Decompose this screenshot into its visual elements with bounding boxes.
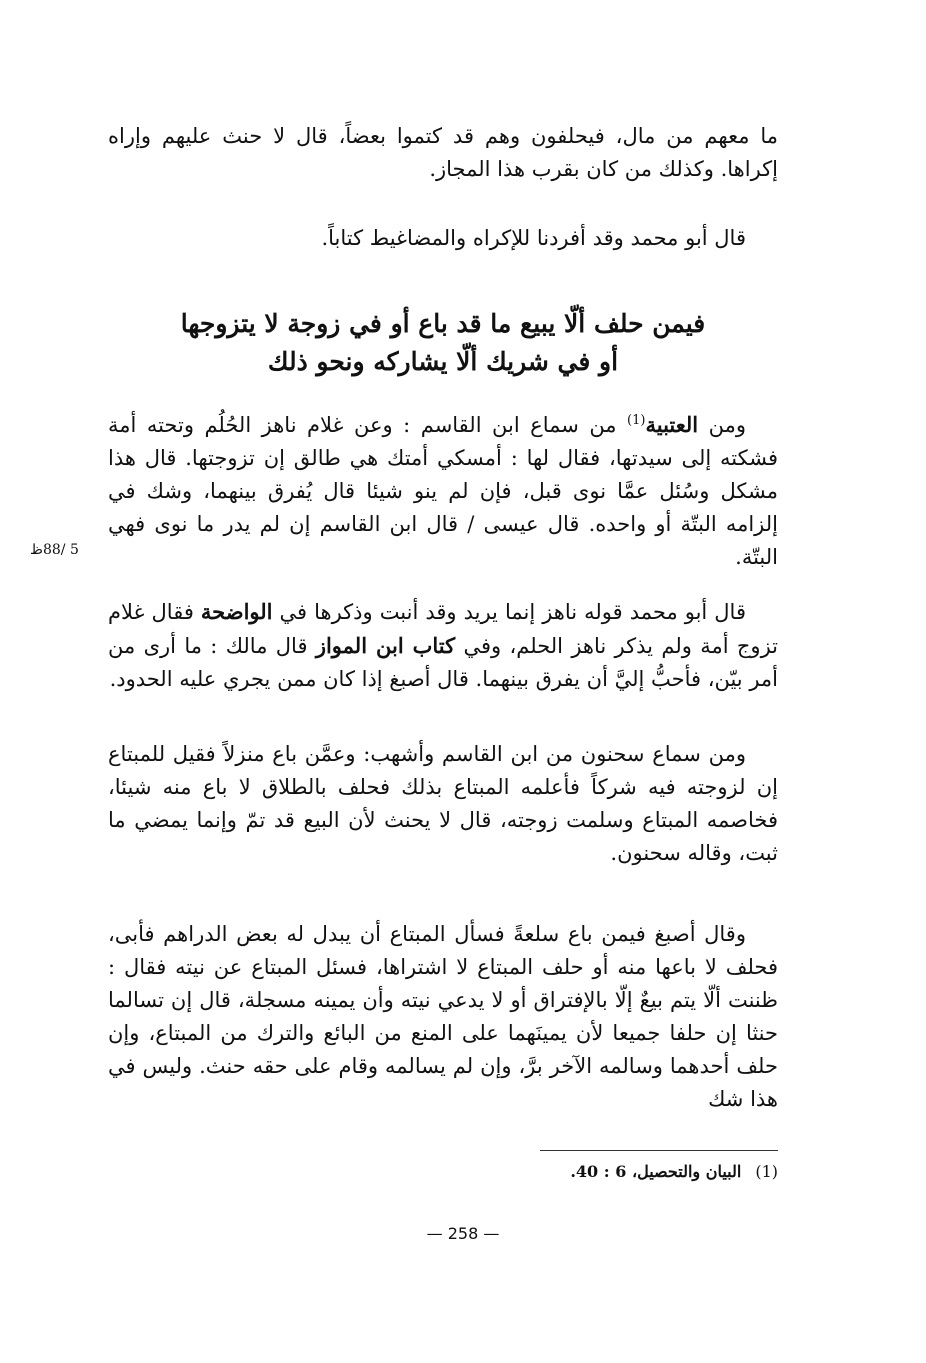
source-al-utbiyya: العتبية [645, 412, 699, 437]
intro-note [108, 222, 778, 255]
p3-text: ومن سماع سحنون من ابن القاسم وأشهب: وعمَّن باع منزلاً فقيل للمبتاع إن لزوجته فيه شركاً فأعلمه المبتاع بذلك فحلف بالطلاق لا باع منه شيئا، فخاصمه المبتاع وسلمت زوجته، قال لا يحنث لأن البيع قد تمّ وإنما يمضي ما ثبت، وقاله سحنون. [108, 742, 778, 865]
p1-lead: ومن [708, 413, 746, 437]
footnote-text: البيان والتحصيل، 6 : 40. [570, 1162, 742, 1181]
paragraph-4 [108, 918, 778, 1116]
section-heading [108, 305, 778, 381]
footnote [400, 1160, 778, 1184]
source-ibn-al-mawwaz: كتاب ابن المواز [315, 633, 456, 658]
footnote-number: (1) [755, 1162, 778, 1181]
intro-text: ما معهم من مال، فيحلفون وهم قد كتموا بعضاً، قال لا حنث عليهم وإراه إكراها. وكذلك من كان بقرب هذا المجاز. [108, 124, 778, 181]
manuscript-folio-note: 5 /88ظ [30, 542, 79, 558]
paragraph-2 [108, 595, 778, 696]
p4-text: وقال أصبغ فيمن باع سلعةً فسأل المبتاع أن يبدل له بعض الدراهم فأبى، فحلف لا باعها منه أو حلف المبتاع لا اشتراها، فسئل المبتاع عن نيته فقال : ظننت ألّا يتم بيعٌ إلّا بالإفتراق أو لا يدعي نيته وأن يمينه مسجلة، قال إن تسالما حنثا إن حلفا جميعا لأن يمينَهما على المنع من البائع والترك من المبتاع، وإن حلف أحدهما وسالمه الآخر برَّ، وإن لم يسالمه وقام على حقه حنث. وليس في هذا شك [108, 922, 778, 1111]
paragraph-3 [108, 738, 778, 870]
p2-text-2: فقال غلام تزوج أمة ولم يذكر ناهز الحلم، وفي [108, 600, 779, 658]
footnote-divider [540, 1150, 778, 1151]
intro-paragraph [108, 120, 778, 186]
heading-line-1: فيمن حلف ألّا يبيع ما قد باع أو في زوجة لا يتزوجها [180, 309, 706, 338]
intro-note-text: قال أبو محمد وقد أفردنا للإكراه والمضاغيط كتاباً. [321, 226, 746, 250]
p1-text: من سماع ابن القاسم : وعن غلام ناهز الحُلُم وتحته أمة فشكته إلى سيدتها، فقال لها : أمسكي أمتك هي طالق إن تزوجتها. قال هذا مشكل وسُئل عمَّا نوى قبل، فإن لم ينو شيئا قال يُفرق بينهما، وشك في إلزامه البتّة أو واحده. قال عيسى / قال ابن القاسم إن لم يدر ما نوى فهي البتّة. [108, 413, 778, 569]
source-al-wadiha: الواضحة [200, 599, 273, 624]
footnote-reference[interactable]: (1) [627, 413, 646, 428]
paragraph-1 [108, 408, 778, 574]
heading-line-2: أو في شريك ألّا يشاركه ونحو ذلك [267, 347, 619, 376]
p2-text-3: قال مالك : ما أرى من أمر بيّن، فأحبُّ إليَّ أن يفرق بينهما. قال أصبغ إذا كان ممن يجري عليه الحدود. [108, 634, 778, 691]
p2-text-1: قال أبو محمد قوله ناهز إنما يريد وقد أنبت وذكرها في [272, 600, 746, 624]
page-number: — 258 — [426, 1224, 500, 1243]
